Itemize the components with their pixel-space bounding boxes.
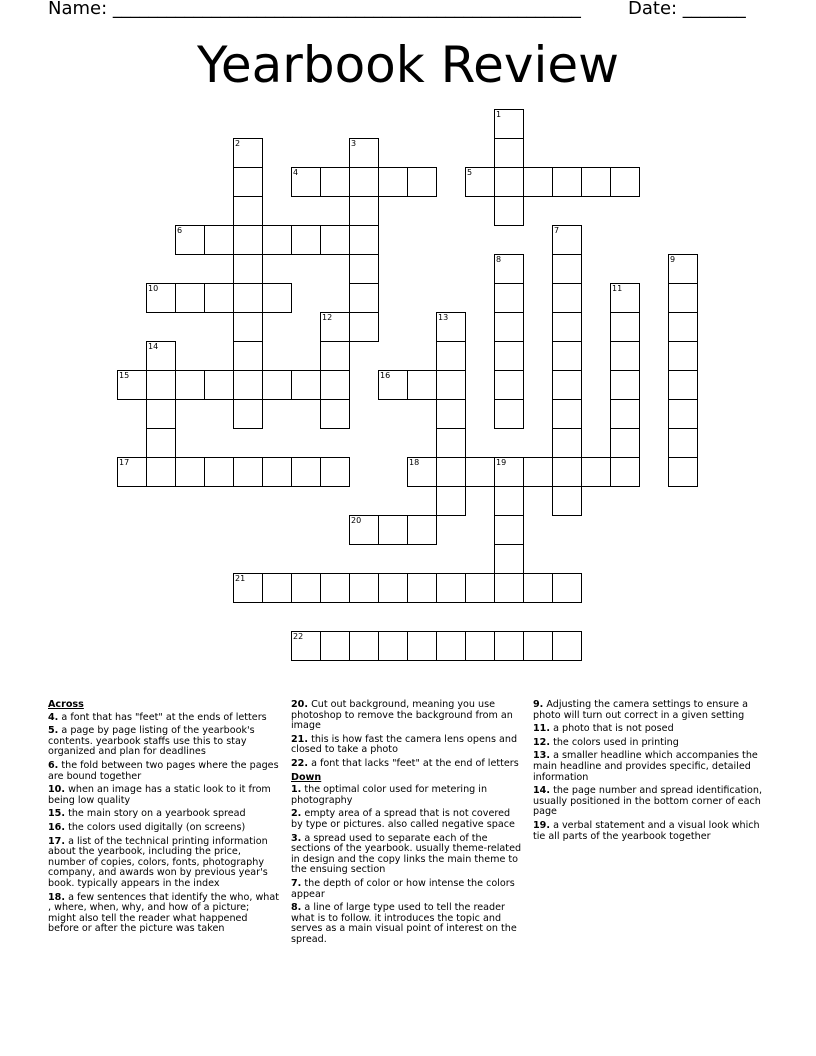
- clue-item-text: a line of large type used to tell the reader what is to follow. it introduces the topic and serves as a main visual point of interest on the spread.: [291, 902, 517, 945]
- grid-cell[interactable]: [552, 225, 582, 255]
- grid-cell[interactable]: [610, 167, 640, 197]
- grid-cell[interactable]: [349, 167, 379, 197]
- clue-item-number: 15.: [48, 808, 65, 820]
- grid-cell[interactable]: [581, 167, 611, 197]
- grid-cell[interactable]: [668, 254, 698, 284]
- grid-cell[interactable]: [610, 312, 640, 342]
- clue-item-text: the main story on a yearbook spread: [68, 808, 246, 820]
- grid-cell[interactable]: [494, 457, 524, 487]
- grid-cell[interactable]: [349, 312, 379, 342]
- grid-cell[interactable]: [117, 457, 147, 487]
- clue-item-text: the page number and spread identification, usually positioned in the bottom corner of each page: [533, 785, 762, 818]
- clue-item-number: 12.: [533, 736, 550, 748]
- across-clue-list-continued: [291, 700, 523, 770]
- down-heading: Down: [291, 771, 322, 783]
- grid-cell[interactable]: [233, 138, 263, 168]
- clue-item: [48, 837, 280, 890]
- grid-cell[interactable]: [465, 573, 495, 603]
- grid-cell[interactable]: [204, 283, 234, 313]
- clue-item-text: empty area of a spread that is not covered by type or pictures. also called negative space: [291, 808, 515, 830]
- grid-cell[interactable]: [407, 515, 437, 545]
- grid-cell[interactable]: [552, 167, 582, 197]
- clue-item-text: Cut out background, meaning you use photoshop to remove the background from an image: [291, 699, 513, 732]
- grid-cell[interactable]: [320, 167, 350, 197]
- clue-item: [48, 713, 280, 724]
- grid-cell[interactable]: [407, 457, 437, 487]
- clue-item-number: 11.: [533, 723, 550, 735]
- clue-item-text: the colors used digitally (on screens): [68, 821, 246, 833]
- clue-item: [291, 759, 523, 770]
- clue-item: [533, 700, 765, 721]
- clue-number: 3: [351, 139, 357, 148]
- grid-cell[interactable]: [494, 631, 524, 661]
- grid-cell[interactable]: [233, 167, 263, 197]
- clue-item-text: the depth of color or how intense the colors appear: [291, 877, 515, 900]
- grid-cell[interactable]: [233, 225, 263, 255]
- clue-number: 6: [177, 226, 183, 235]
- grid-cell[interactable]: [494, 312, 524, 342]
- grid-cell[interactable]: [436, 486, 466, 516]
- name-field-label[interactable]: Name: ____________________________________________________: [48, 0, 581, 19]
- grid-cell[interactable]: [668, 283, 698, 313]
- clue-number: 14: [148, 342, 159, 351]
- grid-cell[interactable]: [407, 167, 437, 197]
- clue-item-number: 10.: [48, 784, 65, 796]
- grid-cell[interactable]: [291, 370, 321, 400]
- clue-item-text: a verbal statement and a visual look which tie all parts of the yearbook together: [533, 819, 760, 842]
- grid-cell[interactable]: [378, 370, 408, 400]
- grid-cell[interactable]: [204, 370, 234, 400]
- grid-cell[interactable]: [291, 631, 321, 661]
- grid-cell[interactable]: [523, 573, 553, 603]
- grid-cell[interactable]: [146, 283, 176, 313]
- clue-column-1: [48, 700, 280, 938]
- clue-item: [48, 785, 280, 806]
- grid-cell[interactable]: [552, 370, 582, 400]
- clue-item-text: a font that lacks "feet" at the end of letters: [311, 757, 519, 769]
- grid-cell[interactable]: [204, 457, 234, 487]
- grid-cell[interactable]: [175, 370, 205, 400]
- clue-item-text: the optimal color used for metering in photography: [291, 784, 488, 806]
- grid-cell[interactable]: [668, 341, 698, 371]
- grid-cell[interactable]: [494, 544, 524, 574]
- clue-column-3: [533, 700, 765, 845]
- grid-cell[interactable]: [610, 283, 640, 313]
- clue-item-number: 3.: [291, 832, 302, 844]
- clue-item-number: 7.: [291, 877, 302, 889]
- grid-cell[interactable]: [233, 312, 263, 342]
- clue-item-number: 22.: [291, 757, 308, 769]
- grid-cell[interactable]: [175, 457, 205, 487]
- grid-cell[interactable]: [233, 254, 263, 284]
- grid-cell[interactable]: [552, 631, 582, 661]
- grid-cell[interactable]: [552, 283, 582, 313]
- clue-number: 16: [380, 371, 391, 380]
- across-clue-list: [48, 713, 280, 935]
- grid-cell[interactable]: [668, 428, 698, 458]
- clue-item-text: a list of the technical printing information about the yearbook, including the price, number of copies, colors, fonts, photography company, and awards won by previous year's book. typically appears in the index: [48, 835, 268, 889]
- across-heading: Across: [48, 699, 84, 710]
- grid-cell[interactable]: [233, 341, 263, 371]
- grid-cell[interactable]: [494, 486, 524, 516]
- clue-item: [48, 726, 280, 758]
- grid-cell[interactable]: [349, 196, 379, 226]
- grid-cell[interactable]: [233, 196, 263, 226]
- grid-cell[interactable]: [320, 399, 350, 429]
- grid-cell[interactable]: [552, 457, 582, 487]
- grid-cell[interactable]: [494, 138, 524, 168]
- grid-cell[interactable]: [436, 312, 466, 342]
- clue-item: [291, 879, 523, 900]
- clue-number: 19: [496, 458, 507, 467]
- grid-cell[interactable]: [349, 225, 379, 255]
- clue-number: 18: [409, 458, 420, 467]
- clue-item-number: 6.: [48, 759, 59, 771]
- page-title: Yearbook Review: [196, 36, 620, 94]
- grid-cell[interactable]: [494, 515, 524, 545]
- grid-cell[interactable]: [378, 167, 408, 197]
- clue-item-number: 19.: [533, 819, 550, 831]
- grid-cell[interactable]: [349, 254, 379, 284]
- grid-cell[interactable]: [668, 370, 698, 400]
- grid-cell[interactable]: [610, 370, 640, 400]
- clue-list: [48, 700, 768, 1040]
- grid-cell[interactable]: [175, 225, 205, 255]
- grid-cell[interactable]: [552, 428, 582, 458]
- grid-cell[interactable]: [320, 312, 350, 342]
- clue-item-number: 13.: [533, 750, 550, 762]
- grid-cell[interactable]: [320, 631, 350, 661]
- grid-cell[interactable]: [349, 283, 379, 313]
- grid-cell[interactable]: [465, 167, 495, 197]
- grid-cell[interactable]: [552, 254, 582, 284]
- grid-cell[interactable]: [262, 225, 292, 255]
- grid-cell[interactable]: [378, 631, 408, 661]
- grid-cell[interactable]: [407, 631, 437, 661]
- grid-cell[interactable]: [146, 457, 176, 487]
- grid-cell[interactable]: [494, 196, 524, 226]
- grid-cell[interactable]: [494, 399, 524, 429]
- clue-number: 13: [438, 313, 449, 322]
- clue-item: [533, 821, 765, 842]
- grid-cell[interactable]: [233, 283, 263, 313]
- grid-cell[interactable]: [668, 457, 698, 487]
- clue-item-number: 16.: [48, 821, 65, 833]
- grid-cell[interactable]: [146, 370, 176, 400]
- grid-cell[interactable]: [668, 399, 698, 429]
- clue-item-number: 20.: [291, 699, 308, 710]
- clue-item-number: 21.: [291, 733, 308, 745]
- grid-cell[interactable]: [262, 457, 292, 487]
- grid-cell[interactable]: [494, 370, 524, 400]
- clue-item-number: 4.: [48, 711, 59, 723]
- grid-cell[interactable]: [465, 631, 495, 661]
- grid-cell[interactable]: [233, 457, 263, 487]
- clue-number: 8: [496, 255, 502, 264]
- clue-item: [291, 809, 523, 830]
- grid-cell[interactable]: [610, 341, 640, 371]
- grid-cell[interactable]: [320, 573, 350, 603]
- grid-cell[interactable]: [320, 457, 350, 487]
- clue-number: 11: [612, 284, 623, 293]
- grid-cell[interactable]: [233, 370, 263, 400]
- grid-cell[interactable]: [465, 457, 495, 487]
- clue-number: 7: [554, 226, 560, 235]
- grid-cell[interactable]: [610, 457, 640, 487]
- clue-item-number: 8.: [291, 902, 302, 914]
- grid-cell[interactable]: [378, 573, 408, 603]
- grid-cell[interactable]: [610, 428, 640, 458]
- grid-cell[interactable]: [262, 573, 292, 603]
- clue-item: [291, 834, 523, 876]
- grid-cell[interactable]: [581, 457, 611, 487]
- grid-cell[interactable]: [523, 457, 553, 487]
- grid-cell[interactable]: [233, 573, 263, 603]
- grid-cell[interactable]: [291, 167, 321, 197]
- clue-number: 15: [119, 371, 130, 380]
- clue-item: [48, 893, 280, 935]
- clue-item-text: the colors used in printing: [553, 736, 679, 748]
- grid-cell[interactable]: [552, 341, 582, 371]
- clue-item: [533, 751, 765, 783]
- clue-item-number: 9.: [533, 699, 544, 710]
- clue-number: 4: [293, 168, 299, 177]
- clue-item-text: the fold between two pages where the pages are bound together: [48, 759, 279, 782]
- grid-cell[interactable]: [436, 399, 466, 429]
- clue-item-text: a page by page listing of the yearbook's contents. yearbook staffs use this to stay organized and plan for deadlines: [48, 725, 255, 758]
- grid-cell[interactable]: [494, 283, 524, 313]
- clue-number: 21: [235, 574, 246, 583]
- grid-cell[interactable]: [349, 138, 379, 168]
- clue-item: [533, 738, 765, 749]
- clue-item: [48, 809, 280, 820]
- clue-item: [533, 724, 765, 735]
- grid-cell[interactable]: [407, 370, 437, 400]
- grid-cell[interactable]: [436, 341, 466, 371]
- grid-cell[interactable]: [523, 167, 553, 197]
- grid-cell[interactable]: [320, 341, 350, 371]
- grid-cell[interactable]: [552, 573, 582, 603]
- grid-cell[interactable]: [291, 457, 321, 487]
- grid-cell[interactable]: [378, 515, 408, 545]
- grid-cell[interactable]: [146, 428, 176, 458]
- grid-cell[interactable]: [407, 573, 437, 603]
- grid-cell[interactable]: [523, 631, 553, 661]
- grid-cell[interactable]: [552, 399, 582, 429]
- clue-item: [48, 823, 280, 834]
- clue-item-text: a few sentences that identify the who, what , where, when, why, and how of a picture; might also tell the reader what happened before or after the picture was taken: [48, 891, 280, 935]
- grid-cell[interactable]: [668, 312, 698, 342]
- clue-number: 17: [119, 458, 130, 467]
- grid-cell[interactable]: [436, 631, 466, 661]
- clue-item: [291, 785, 523, 806]
- clue-item-number: 14.: [533, 785, 550, 797]
- grid-cell[interactable]: [320, 370, 350, 400]
- grid-cell[interactable]: [291, 573, 321, 603]
- clue-item-text: a smaller headline which accompanies the main headline and provides specific, detailed information: [533, 750, 758, 783]
- grid-cell[interactable]: [291, 225, 321, 255]
- grid-cell[interactable]: [349, 573, 379, 603]
- clue-item-number: 18.: [48, 891, 65, 903]
- grid-cell[interactable]: [117, 370, 147, 400]
- clue-item: [48, 761, 280, 782]
- clue-item-text: when an image has a static look to it from being low quality: [48, 784, 271, 806]
- grid-cell[interactable]: [436, 457, 466, 487]
- grid-cell[interactable]: [262, 283, 292, 313]
- down-clue-list: [291, 785, 523, 945]
- grid-cell[interactable]: [146, 341, 176, 371]
- clue-number: 5: [467, 168, 473, 177]
- grid-cell[interactable]: [175, 283, 205, 313]
- grid-cell[interactable]: [436, 428, 466, 458]
- clue-column-2: [291, 700, 523, 948]
- clue-number: 20: [351, 516, 362, 525]
- clue-item-text: this is how fast the camera lens opens and closed to take a photo: [291, 733, 518, 756]
- clue-item-text: a photo that is not posed: [553, 723, 674, 735]
- grid-cell[interactable]: [494, 167, 524, 197]
- grid-cell[interactable]: [204, 225, 234, 255]
- clue-number: 12: [322, 313, 333, 322]
- grid-cell[interactable]: [349, 631, 379, 661]
- date-field-label[interactable]: Date: _______: [628, 0, 746, 19]
- grid-cell[interactable]: [552, 486, 582, 516]
- down-clue-list-continued: [533, 700, 765, 842]
- grid-cell[interactable]: [146, 399, 176, 429]
- clue-number: 2: [235, 139, 241, 148]
- clue-item: [533, 786, 765, 818]
- clue-item-text: a spread used to separate each of the sections of the yearbook. usually theme-related in design and the copy links the main theme to the ensuing section: [291, 832, 522, 876]
- clue-item: [291, 700, 523, 732]
- grid-cell[interactable]: [320, 225, 350, 255]
- grid-cell[interactable]: [494, 109, 524, 139]
- clue-item: [291, 735, 523, 756]
- grid-cell[interactable]: [494, 341, 524, 371]
- clue-item-number: 2.: [291, 808, 302, 820]
- grid-cell[interactable]: [436, 573, 466, 603]
- grid-cell[interactable]: [494, 254, 524, 284]
- grid-cell[interactable]: [436, 370, 466, 400]
- clue-number: 1: [496, 110, 502, 119]
- grid-cell[interactable]: [233, 399, 263, 429]
- grid-cell[interactable]: [552, 312, 582, 342]
- grid-cell[interactable]: [262, 370, 292, 400]
- clue-item: [291, 903, 523, 945]
- clue-item-number: 1.: [291, 784, 302, 796]
- grid-cell[interactable]: [494, 573, 524, 603]
- clue-item-number: 5.: [48, 725, 59, 737]
- clue-number: 9: [670, 255, 676, 264]
- clue-number: 22: [293, 632, 304, 641]
- clue-item-text: Adjusting the camera settings to ensure a photo will turn out correct in a given setting: [533, 699, 748, 721]
- clue-number: 10: [148, 284, 159, 293]
- grid-cell[interactable]: [610, 399, 640, 429]
- clue-item-number: 17.: [48, 835, 65, 847]
- grid-cell[interactable]: [349, 515, 379, 545]
- clue-item-text: a font that has "feet" at the ends of letters: [61, 711, 267, 723]
